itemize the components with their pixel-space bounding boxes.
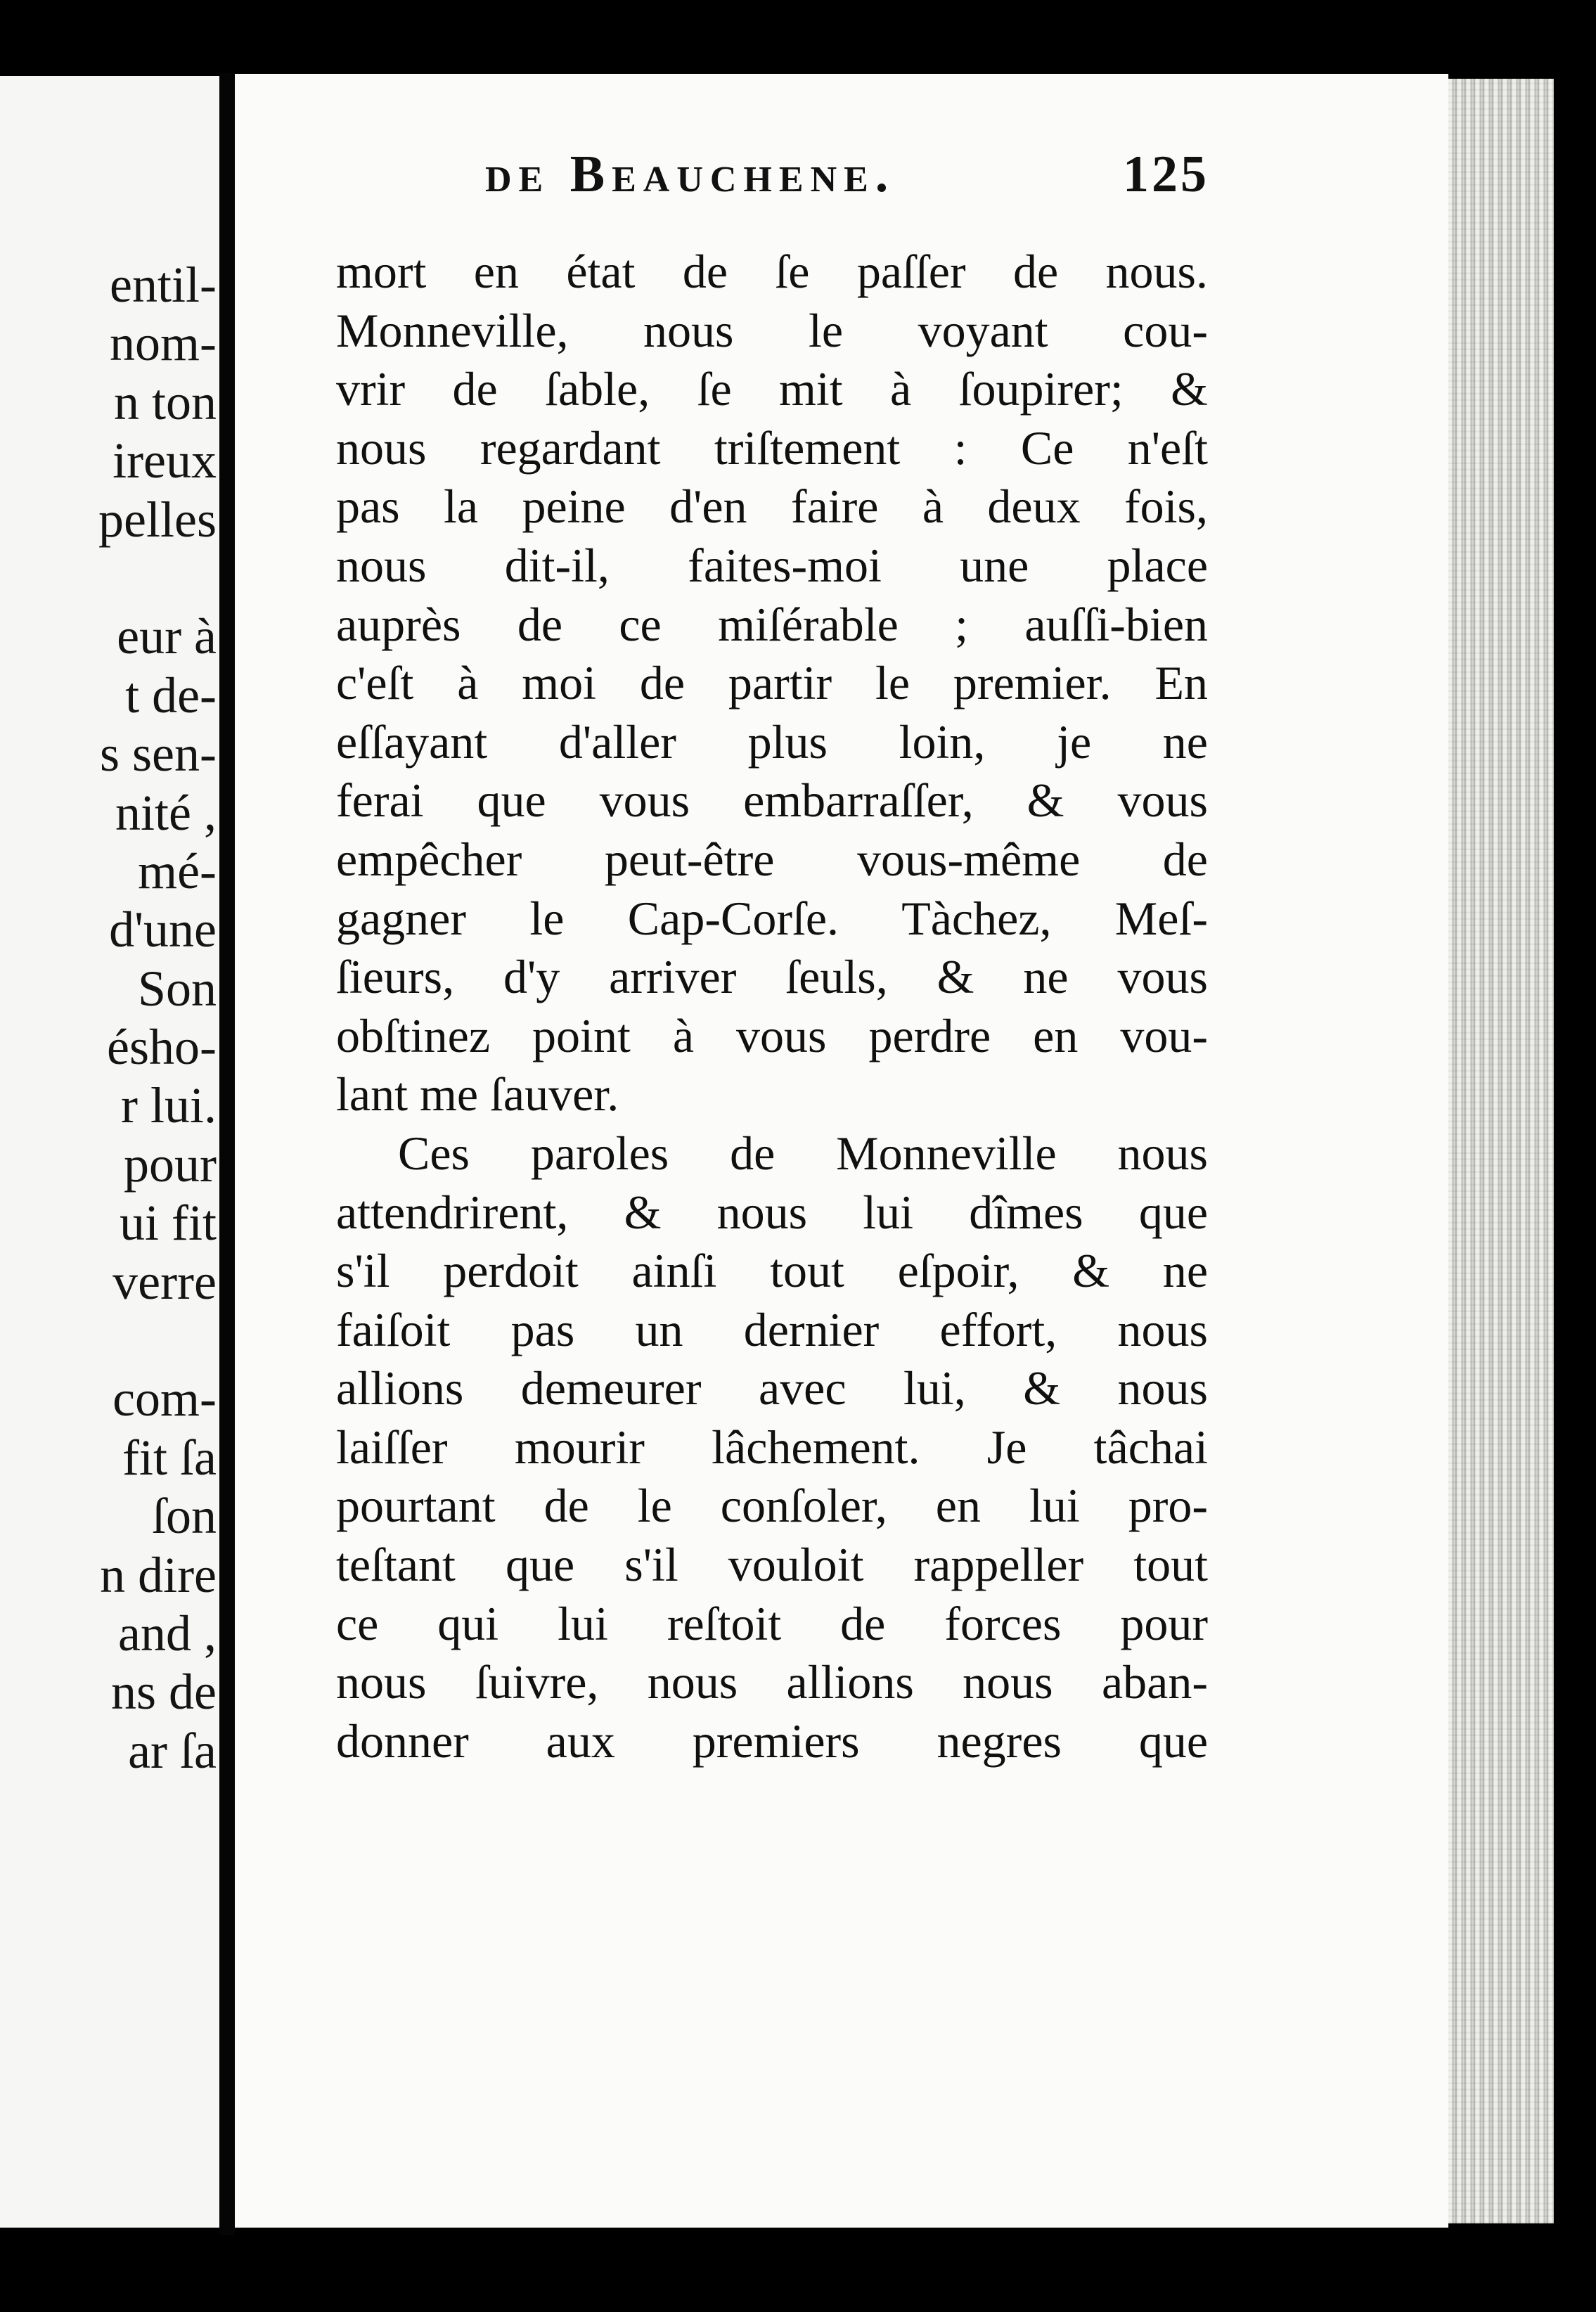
left-line: verre	[112, 1253, 217, 1310]
book-gutter	[219, 73, 235, 2235]
text-line: vrir de ſable, ſe mit à ſoupirer; &	[336, 362, 1208, 416]
text-line: pourtant de le conſoler, en lui pro-	[336, 1479, 1208, 1533]
text-line: nous dit-il, faites-moi une place	[336, 538, 1208, 592]
left-line: ns de	[111, 1664, 217, 1721]
running-head-title: de Beauchene.	[485, 146, 896, 203]
left-line: nom-	[110, 315, 217, 372]
left-line: t de-	[125, 667, 217, 724]
text-line: nous ſuivre, nous allions nous aban-	[336, 1655, 1208, 1709]
left-line: mé-	[138, 842, 217, 899]
text-line: nous regardant triſtement : Ce n'eſt	[336, 420, 1208, 475]
left-line: ui fit	[120, 1195, 217, 1252]
text-line: gagner le Cap-Corſe. Tàchez, Meſ-	[336, 891, 1208, 945]
text-line: eſſayant d'aller plus loin, je ne	[336, 714, 1208, 769]
text-line: donner aux premiers negres que	[336, 1714, 1208, 1768]
left-line: s sen-	[100, 726, 217, 783]
text-line: obſtinez point à vous perdre en vou-	[336, 1008, 1208, 1062]
text-line: empêcher peut-être vous-même de	[336, 832, 1208, 886]
text-line: teſtant que s'il vouloit rappeller tout	[336, 1538, 1208, 1592]
left-line: entil-	[110, 257, 217, 313]
text-line: lant me ſauver.	[336, 1067, 619, 1122]
left-line: pelles	[98, 491, 217, 548]
left-line: r lui.	[121, 1077, 217, 1134]
left-line: ireux	[112, 432, 217, 489]
running-head	[485, 145, 1209, 208]
text-line: ce qui lui reſtoit de forces pour	[336, 1596, 1208, 1650]
left-line: Son	[137, 960, 217, 1017]
left-line: pour	[124, 1136, 217, 1193]
text-line: c'eſt à moi de partir le premier. En	[336, 656, 1208, 710]
text-line: allions demeurer avec lui, & nous	[336, 1361, 1208, 1415]
left-page-lines	[8, 256, 219, 1780]
left-line	[8, 1311, 219, 1370]
left-line: d'une	[109, 901, 217, 958]
left-line: eur à	[117, 608, 217, 665]
body-text	[336, 243, 1208, 1771]
text-line: mort en état de ſe paſſer de nous.	[336, 245, 1208, 298]
text-line: faiſoit pas un dernier effort, nous	[336, 1302, 1208, 1356]
text-line: pas la peine d'en faire à deux fois,	[336, 480, 1208, 534]
left-line: com-	[112, 1370, 217, 1427]
text-line: Ces paroles de Monneville nous	[398, 1126, 1208, 1180]
page-number: 125	[1123, 146, 1209, 203]
left-line: nité ,	[115, 784, 217, 841]
text-line: laiſſer mourir lâchement. Je tâchai	[336, 1420, 1208, 1474]
text-line: s'il perdoit ainſi tout eſpoir, & ne	[336, 1244, 1208, 1298]
left-line: fit ſa	[122, 1429, 217, 1486]
left-line	[8, 549, 219, 608]
page-edges	[1448, 79, 1554, 2223]
left-line: ſon	[151, 1488, 217, 1545]
left-page-fragment	[0, 76, 219, 2228]
text-line: ſieurs, d'y arriver ſeuls, & ne vous	[336, 950, 1208, 1004]
left-line: n ton	[113, 373, 217, 430]
text-line: auprès de ce miſérable ; auſſi-bien	[336, 597, 1208, 651]
left-line: ésho-	[107, 1019, 217, 1076]
left-line: n dire	[100, 1546, 217, 1603]
text-line: Monneville, nous le voyant cou-	[336, 303, 1208, 357]
text-line: ferai que vous embarraſſer, & vous	[336, 773, 1208, 828]
left-line: and ,	[118, 1605, 217, 1662]
text-line: attendrirent, & nous lui dîmes que	[336, 1185, 1208, 1239]
left-line: ar ſa	[128, 1722, 217, 1779]
